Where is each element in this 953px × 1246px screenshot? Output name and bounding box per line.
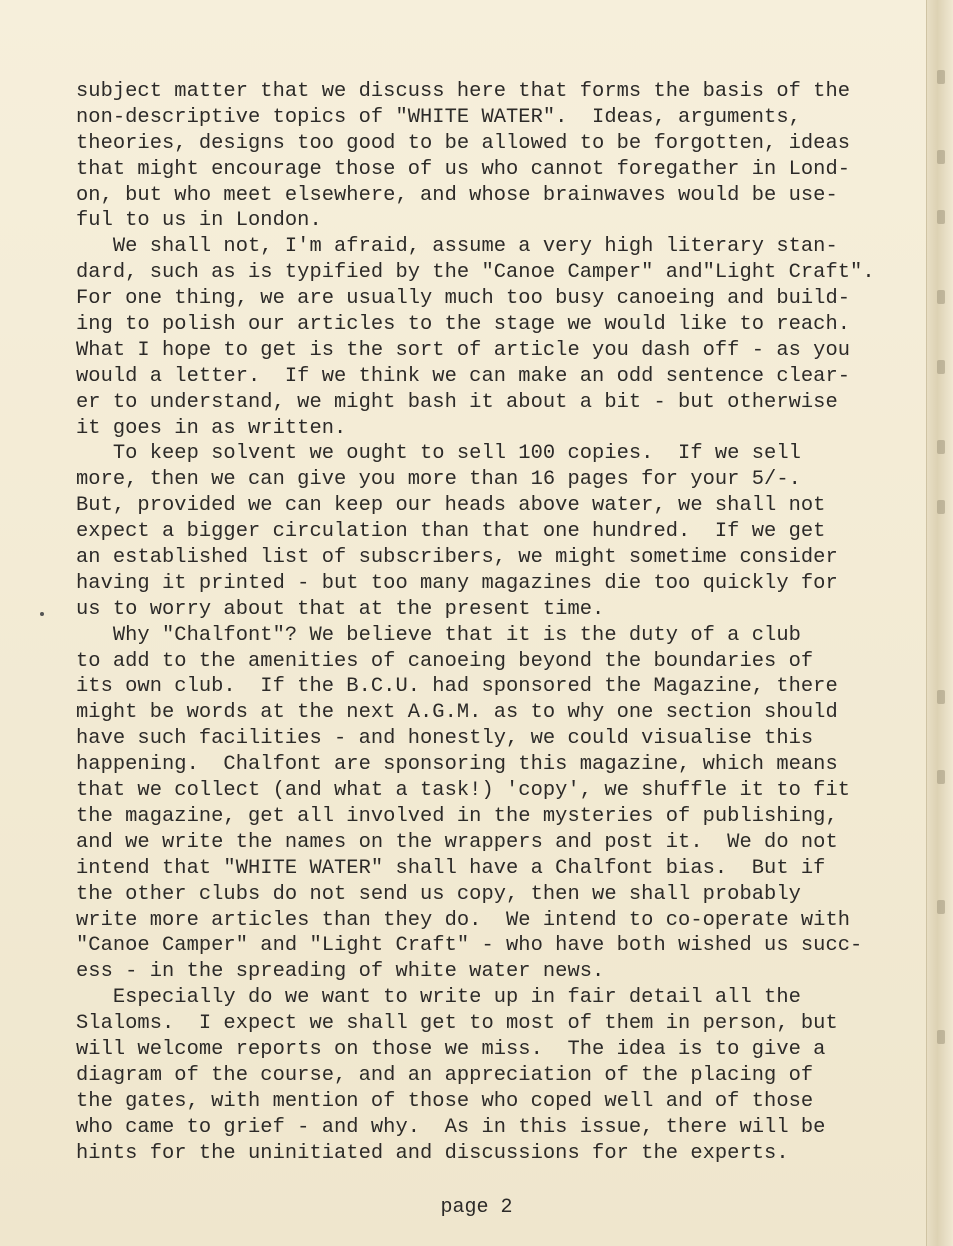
text-line: diagram of the course, and an appreciation of the placing of: [76, 1063, 814, 1087]
text-line: What I hope to get is the sort of article you dash off - as you: [76, 338, 851, 362]
text-line: Especially do we want to write up in fair detail all the: [76, 986, 801, 1010]
body-text: [76, 79, 902, 1166]
binding-mark: [937, 70, 945, 84]
text-line: ing to polish our articles to the stage we would like to reach.: [76, 313, 851, 337]
text-line: having it printed - but too many magazines die too quickly for: [76, 571, 838, 595]
text-line: non-descriptive topics of "WHITE WATER". Ideas, arguments,: [76, 105, 801, 129]
text-line: happening. Chalfont are sponsoring this magazine, which means: [76, 753, 838, 777]
text-line: To keep solvent we ought to sell 100 copies. If we sell: [76, 442, 801, 466]
binding-mark: [937, 1030, 945, 1044]
text-line: its own club. If the B.C.U. had sponsored the Magazine, there: [76, 675, 838, 699]
text-line: "Canoe Camper" and "Light Craft" - who have both wished us succ-: [76, 934, 863, 958]
page-number: page 2: [440, 1196, 513, 1219]
text-line: dard, such as is typified by the "Canoe Camper" and"Light Craft".: [76, 261, 875, 285]
text-line: it goes in as written.: [76, 416, 347, 440]
text-line: er to understand, we might bash it about a bit - but otherwise: [76, 390, 838, 414]
text-line: an established list of subscribers, we might sometime consider: [76, 546, 838, 570]
stray-ink-mark: [40, 612, 44, 616]
binding-mark: [937, 900, 945, 914]
binding-mark: [937, 210, 945, 224]
text-line: theories, designs too good to be allowed to be forgotten, ideas: [76, 131, 851, 155]
text-line: might be words at the next A.G.M. as to why one section should: [76, 701, 838, 725]
binding-mark: [937, 770, 945, 784]
text-line: the magazine, get all involved in the mysteries of publishing,: [76, 804, 838, 828]
text-line: write more articles than they do. We intend to co-operate with: [76, 908, 851, 932]
text-line: ful to us in London.: [76, 209, 322, 233]
text-line: who came to grief - and why. As in this issue, there will be: [76, 1115, 826, 1139]
binding-mark: [937, 500, 945, 514]
text-line: For one thing, we are usually much too busy canoeing and build-: [76, 287, 851, 311]
text-line: Why "Chalfont"? We believe that it is the duty of a club: [76, 623, 801, 647]
text-line: will welcome reports on those we miss. The idea is to give a: [76, 1037, 826, 1061]
text-line: We shall not, I'm afraid, assume a very high literary stan-: [76, 235, 838, 259]
text-line: us to worry about that at the present time.: [76, 597, 605, 621]
text-line: hints for the uninitiated and discussions for the experts.: [76, 1141, 789, 1165]
text-line: to add to the amenities of canoeing beyond the boundaries of: [76, 649, 814, 673]
text-line: But, provided we can keep our heads above water, we shall not: [76, 494, 826, 518]
text-line: expect a bigger circulation than that one hundred. If we get: [76, 520, 826, 544]
text-line: subject matter that we discuss here that forms the basis of the: [76, 80, 851, 103]
text-line: the other clubs do not send us copy, then we shall probably: [76, 882, 801, 906]
binding-mark: [937, 440, 945, 454]
binding-mark: [937, 690, 945, 704]
binding-mark: [937, 360, 945, 374]
text-line: would a letter. If we think we can make an odd sentence clear-: [76, 364, 851, 388]
binding-mark: [937, 290, 945, 304]
page-edge-binding: [926, 0, 953, 1246]
text-line: intend that "WHITE WATER" shall have a Chalfont bias. But if: [76, 856, 826, 880]
text-line: more, then we can give you more than 16 pages for your 5/-.: [76, 468, 801, 492]
text-line: have such facilities - and honestly, we could visualise this: [76, 727, 814, 751]
text-line: and we write the names on the wrappers and post it. We do not: [76, 830, 838, 854]
text-line: Slaloms. I expect we shall get to most of them in person, but: [76, 1012, 838, 1036]
text-line: that we collect (and what a task!) 'copy', we shuffle it to fit: [76, 779, 851, 803]
text-line: on, but who meet elsewhere, and whose brainwaves would be use-: [76, 183, 838, 207]
text-line: ess - in the spreading of white water news.: [76, 960, 605, 984]
binding-mark: [937, 150, 945, 164]
text-line: that might encourage those of us who cannot foregather in Lond-: [76, 157, 851, 181]
text-line: the gates, with mention of those who coped well and of those: [76, 1089, 814, 1113]
